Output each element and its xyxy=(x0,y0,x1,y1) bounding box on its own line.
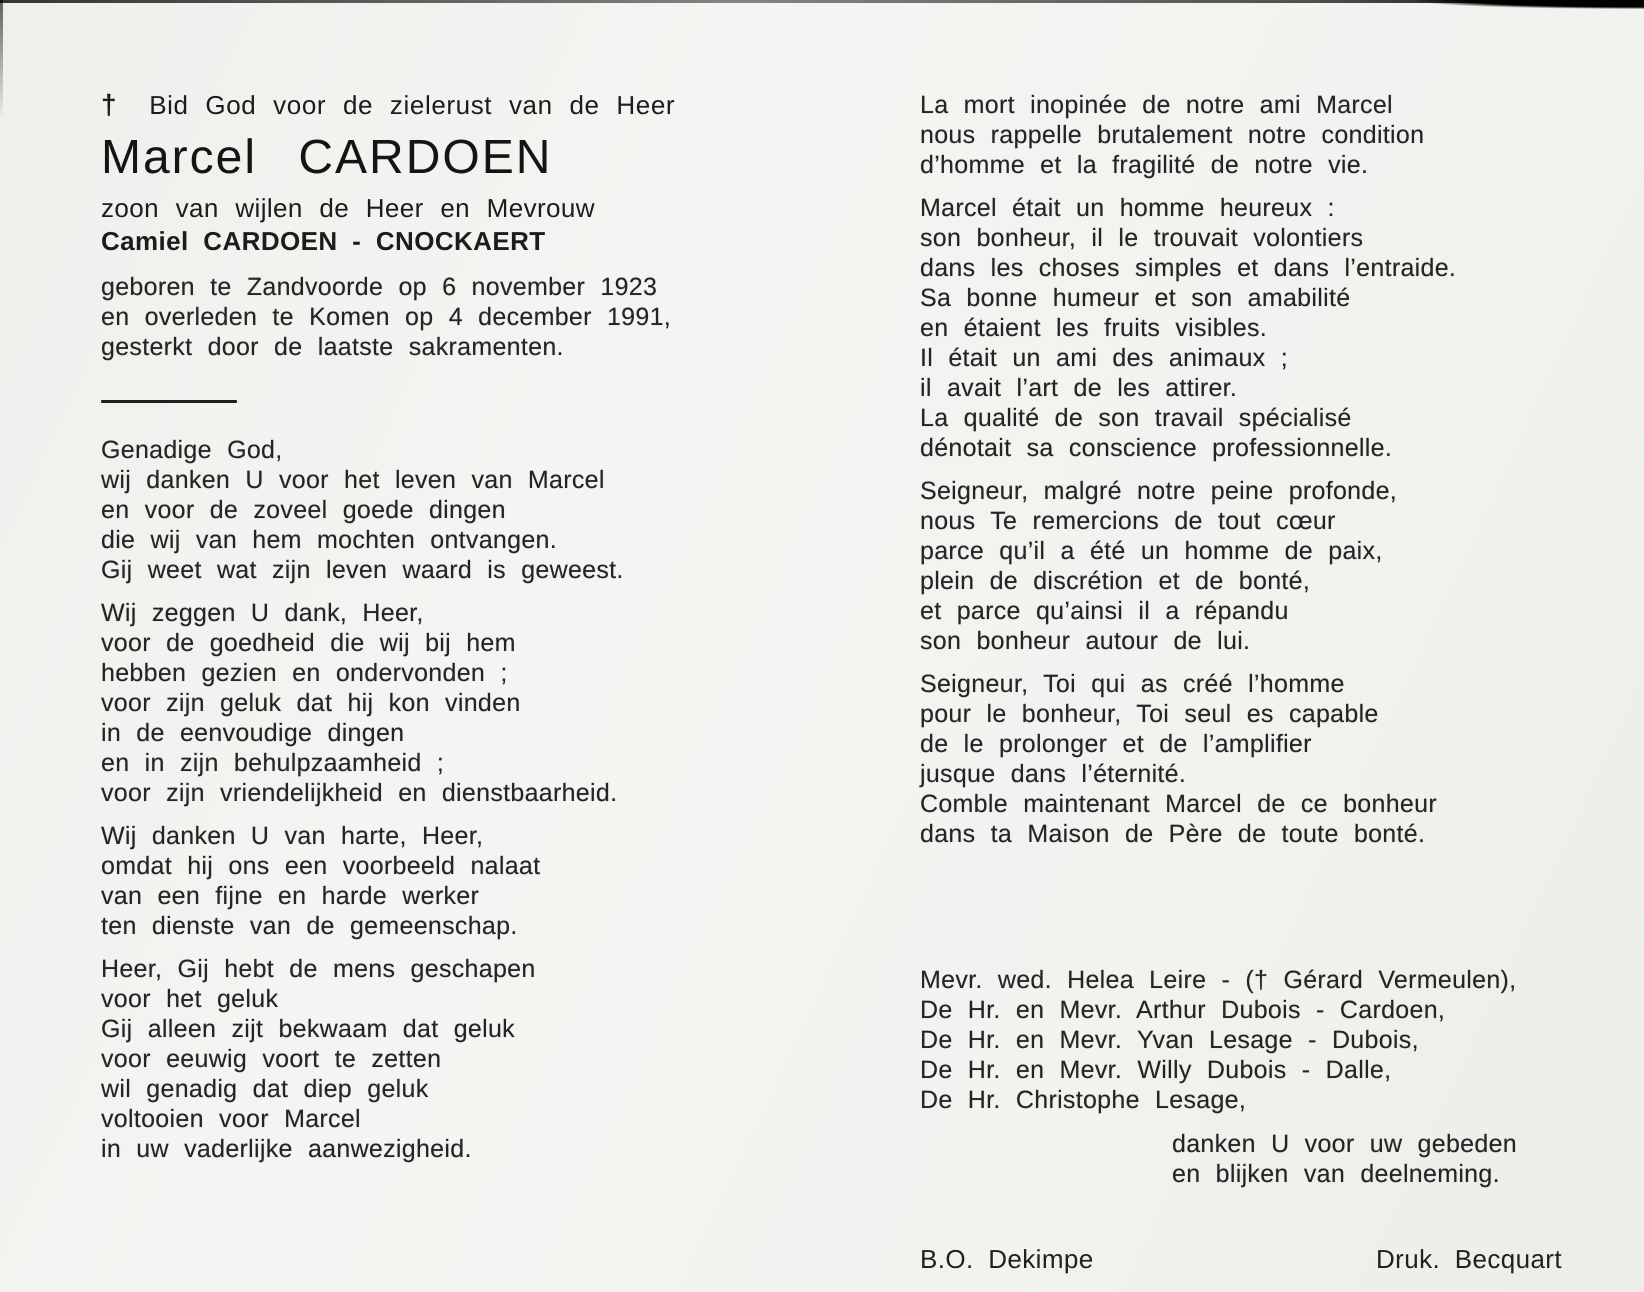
text-line: en in zijn behulpzaamheid ; xyxy=(101,749,445,777)
text-line: son bonheur, il le trouvait volontiers xyxy=(920,224,1364,252)
text-line: jusque dans l’éternité. xyxy=(920,760,1187,788)
text-line: son bonheur autour de lui. xyxy=(920,627,1251,655)
text-line: Il était un ami des animaux ; xyxy=(920,344,1288,372)
dagger-cross-icon: † xyxy=(101,89,118,120)
text-line: geboren te Zandvoorde op 6 november 1923 xyxy=(101,273,658,301)
thanks-block xyxy=(1172,1129,1580,1189)
section-divider xyxy=(101,400,237,403)
text-line: nous Te remercions de tout cœur xyxy=(920,507,1336,535)
text-line: Marcel était un homme heureux : xyxy=(920,194,1335,222)
text-line: Heer, Gij hebt de mens geschapen xyxy=(101,955,536,983)
text-line: Wij danken U van harte, Heer, xyxy=(101,822,484,850)
text-line: Genadige God, xyxy=(101,436,283,464)
scan-edge-left xyxy=(0,0,3,120)
text-line: il avait l’art de les attirer. xyxy=(920,374,1238,402)
text-paragraph xyxy=(920,669,1580,849)
text-line: Gij alleen zijt bekwaam dat geluk xyxy=(101,1015,515,1043)
scan-edge-top-right xyxy=(1414,0,1644,9)
parents-names: Camiel CARDOEN - CNOCKAERT xyxy=(101,226,546,256)
text-line: in de eenvoudige dingen xyxy=(101,719,405,747)
text-paragraph xyxy=(920,476,1580,656)
text-line: d’homme et la fragilité de notre vie. xyxy=(920,151,1369,179)
text-line: en overleden te Komen op 4 december 1991, xyxy=(101,303,672,331)
text-paragraph xyxy=(101,598,781,808)
dutch-prayer-block xyxy=(101,435,781,1164)
text-line: voor eeuwig voort te zetten xyxy=(101,1045,442,1073)
text-line: dans ta Maison de Père de toute bonté. xyxy=(920,820,1426,848)
text-line: dénotait sa conscience professionnelle. xyxy=(920,434,1393,462)
text-line: De Hr. en Mevr. Willy Dubois - Dalle, xyxy=(920,1056,1392,1084)
text-line: dans les choses simples et dans l’entraide. xyxy=(920,254,1457,282)
right-column xyxy=(920,90,1580,1189)
text-line: La mort inopinée de notre ami Marcel xyxy=(920,91,1393,119)
footer-row xyxy=(920,1244,1562,1275)
text-line: nous rappelle brutalement notre condition xyxy=(920,121,1425,149)
text-line: omdat hij ons een voorbeeld nalaat xyxy=(101,852,541,880)
footer-publisher: B.O. Dekimpe xyxy=(920,1244,1094,1274)
text-line: danken U voor uw gebeden xyxy=(1172,1130,1517,1158)
text-line: parce qu’il a été un homme de paix, xyxy=(920,537,1383,565)
text-line: Wij zeggen U dank, Heer, xyxy=(101,599,424,627)
text-paragraph xyxy=(101,821,781,941)
text-line: voor het geluk xyxy=(101,985,279,1013)
text-paragraph xyxy=(101,954,781,1164)
text-paragraph xyxy=(920,193,1580,463)
text-line: wil genadig dat diep geluk xyxy=(101,1075,429,1103)
text-line: hebben gezien en ondervonden ; xyxy=(101,659,508,687)
text-line: et parce qu’ainsi il a répandu xyxy=(920,597,1289,625)
text-line: van een fijne en harde werker xyxy=(101,882,480,910)
text-line: in uw vaderlijke aanwezigheid. xyxy=(101,1135,472,1163)
text-line: Gij weet wat zijn leven waard is geweest. xyxy=(101,556,624,584)
text-line: Sa bonne humeur et son amabilité xyxy=(920,284,1351,312)
text-line: voor de goedheid die wij bij hem xyxy=(101,629,516,657)
text-line: en blijken van deelneming. xyxy=(1172,1160,1500,1188)
text-line: voltooien voor Marcel xyxy=(101,1105,361,1133)
text-paragraph xyxy=(920,90,1580,180)
text-line: ten dienste van de gemeenschap. xyxy=(101,912,518,940)
french-memorial-block xyxy=(920,90,1580,849)
text-line: Comble maintenant Marcel de ce bonheur xyxy=(920,790,1437,818)
family-names-block xyxy=(920,965,1580,1115)
footer-printer: Druk. Becquart xyxy=(1375,1244,1562,1274)
text-line: De Hr. Christophe Lesage, xyxy=(920,1086,1247,1114)
text-line: voor zijn geluk dat hij kon vinden xyxy=(101,689,521,717)
text-line: wij danken U voor het leven van Marcel xyxy=(101,466,605,494)
text-line: De Hr. en Mevr. Yvan Lesage - Dubois, xyxy=(920,1026,1419,1054)
text-paragraph xyxy=(101,435,781,585)
lineage-text: zoon van wijlen de Heer en Mevrouw xyxy=(101,193,595,223)
deceased-name: Marcel CARDOEN xyxy=(101,131,553,184)
text-line: de le prolonger et de l’amplifier xyxy=(920,730,1312,758)
text-line: voor zijn vriendelijkheid en dienstbaarheid. xyxy=(101,779,618,807)
text-line: die wij van hem mochten ontvangen. xyxy=(101,526,557,554)
text-line: Mevr. wed. Helea Leire - († Gérard Vermeulen), xyxy=(920,966,1517,994)
scan-edge-top xyxy=(0,0,1644,3)
text-line: pour le bonheur, Toi seul es capable xyxy=(920,700,1379,728)
text-line: De Hr. en Mevr. Arthur Dubois - Cardoen, xyxy=(920,996,1446,1024)
text-line: plein de discrétion et de bonté, xyxy=(920,567,1311,595)
text-line: gesterkt door de laatste sakramenten. xyxy=(101,333,564,361)
birth-death-block xyxy=(101,272,781,362)
text-line: Seigneur, malgré notre peine profonde, xyxy=(920,477,1398,505)
left-column xyxy=(101,88,781,1164)
invocation-line xyxy=(101,88,781,122)
text-line: Seigneur, Toi qui as créé l’homme xyxy=(920,670,1345,698)
text-line: en voor de zoveel goede dingen xyxy=(101,496,506,524)
invocation-text: Bid God voor de zielerust van de Heer xyxy=(149,90,676,120)
text-line: en étaient les fruits visibles. xyxy=(920,314,1268,342)
text-line: La qualité de son travail spécialisé xyxy=(920,404,1352,432)
